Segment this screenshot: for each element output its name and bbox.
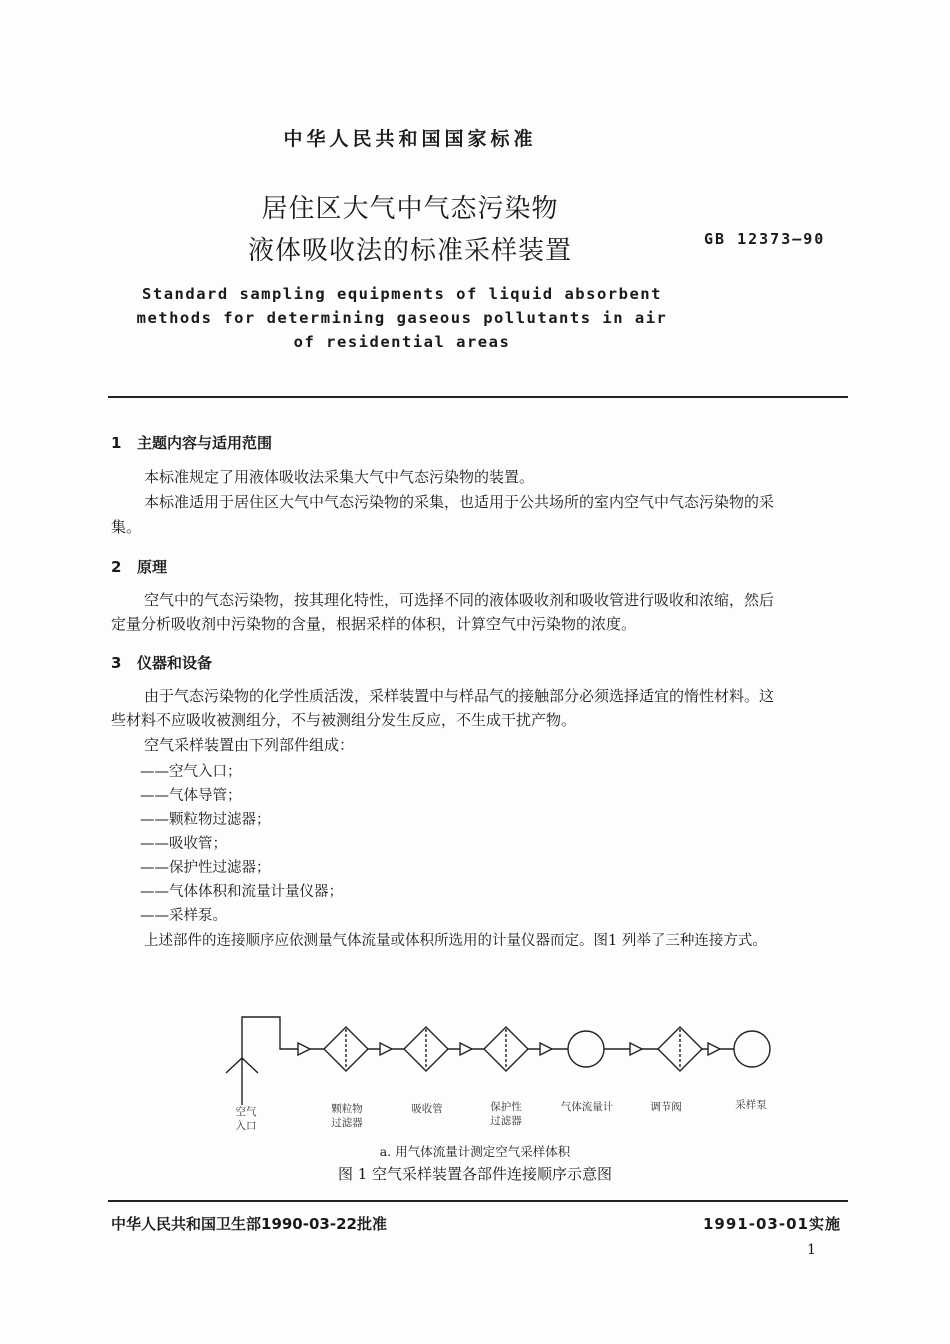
section-number: 1 <box>111 434 122 452</box>
label-line: 采样泵 <box>735 1099 767 1111</box>
air-inlet-pipe <box>242 1017 292 1105</box>
paragraph-line: 空气采样装置由下列部件组成： <box>144 736 355 754</box>
label-line: 吸收管 <box>411 1103 443 1115</box>
page-number: 1 <box>807 1242 816 1258</box>
section-1-heading <box>111 432 272 453</box>
component-item: ——保护性过滤器； <box>140 860 271 876</box>
flow-arrow <box>540 1043 552 1055</box>
closing-line: 上述部件的连接顺序应依测量气体流量或体积所选用的计量仪器而定。图1 列举了三种连接方式。 <box>144 933 767 949</box>
section-title: 主题内容与适用范围 <box>137 434 273 452</box>
paragraph-line: 定量分析吸收剂中污染物的含量，根据采样的体积，计算空气中污染物的浓度。 <box>111 615 637 633</box>
english-title-line-3: of residential areas <box>293 333 511 351</box>
approval-note: 中华人民共和国卫生部1990-03-22批准 <box>111 1215 387 1233</box>
title-line-1: 居住区大气中气态污染物 <box>261 194 559 224</box>
label-pump <box>726 1098 776 1112</box>
label-line: 保护性 <box>490 1101 522 1113</box>
paragraph-line: 空气中的气态污染物，按其理化特性，可选择不同的液体吸收剂和吸收管进行吸收和浓缩，然后 <box>144 591 775 609</box>
flowmeter-symbol <box>568 1031 604 1067</box>
label-line: 气体流量计 <box>560 1101 614 1113</box>
component-item: ——颗粒物过滤器； <box>140 812 271 828</box>
paragraph-line: 由于气态污染物的化学性质活泼，采样装置中与样品气的接触部分必须选择适宜的惰性材料。这 <box>144 687 775 705</box>
flow-arrow <box>298 1043 310 1055</box>
english-title-line-2: methods for determining gaseous pollutants in air <box>136 309 668 327</box>
section-title: 仪器和设备 <box>137 654 213 672</box>
label-line: 颗粒物 <box>331 1103 363 1115</box>
header-divider <box>108 396 848 398</box>
agency-name: 中华人民共和国国家标准 <box>283 128 537 150</box>
label-protective-filter <box>481 1100 531 1128</box>
paragraph-line: 本标准规定了用液体吸收法采集大气中气态污染物的装置。 <box>144 468 535 486</box>
label-absorber <box>402 1102 452 1116</box>
section-number: 3 <box>111 654 122 672</box>
paragraph-line: 本标准适用于居住区大气中气态污染物的采集，也适用于公共场所的室内空气中气态污染物的采 <box>144 493 775 511</box>
figure-caption: 图 1 空气采样装置各部件连接顺序示意图 <box>337 1165 613 1183</box>
flow-arrow <box>460 1043 472 1055</box>
flow-arrow <box>708 1043 720 1055</box>
paragraph-line: 集。 <box>111 518 142 536</box>
title-line-2: 液体吸收法的标准采样装置 <box>247 236 572 266</box>
label-particle-filter <box>322 1102 372 1130</box>
section-title: 原理 <box>137 558 168 576</box>
english-title-line-1: Standard sampling equipments of liquid absorbent <box>142 285 662 303</box>
component-item: ——吸收管； <box>140 836 227 852</box>
flow-arrow <box>380 1043 392 1055</box>
label-line: 过滤器 <box>490 1115 522 1127</box>
pump-symbol <box>734 1031 770 1067</box>
effective-date: 1991-03-01实施 <box>703 1215 841 1233</box>
label-flowmeter <box>552 1100 622 1114</box>
paragraph-line: 些材料不应吸收被测组分，不与被测组分发生反应，不生成干扰产物。 <box>111 711 577 729</box>
component-item: ——采样泵。 <box>140 908 227 924</box>
label-air-inlet <box>226 1105 266 1133</box>
component-item: ——气体体积和流量计量仪器； <box>140 884 343 900</box>
footer-divider <box>108 1200 848 1202</box>
connection-diagram <box>220 1005 790 1105</box>
component-item: ——空气入口； <box>140 764 242 780</box>
section-number: 2 <box>111 558 122 576</box>
label-line: 空气 <box>235 1106 257 1118</box>
component-item: ——气体导管； <box>140 788 242 804</box>
section-3-heading <box>111 652 212 673</box>
section-2-heading <box>111 556 167 577</box>
standard-code: GB 12373—90 <box>704 230 826 248</box>
label-valve <box>640 1100 692 1114</box>
flow-arrow <box>630 1043 642 1055</box>
label-line: 入口 <box>235 1120 257 1132</box>
label-line: 过滤器 <box>331 1117 363 1129</box>
label-line: 调节阀 <box>650 1101 682 1113</box>
figure-sub-caption: a. 用气体流量计测定空气采样体积 <box>379 1144 571 1159</box>
